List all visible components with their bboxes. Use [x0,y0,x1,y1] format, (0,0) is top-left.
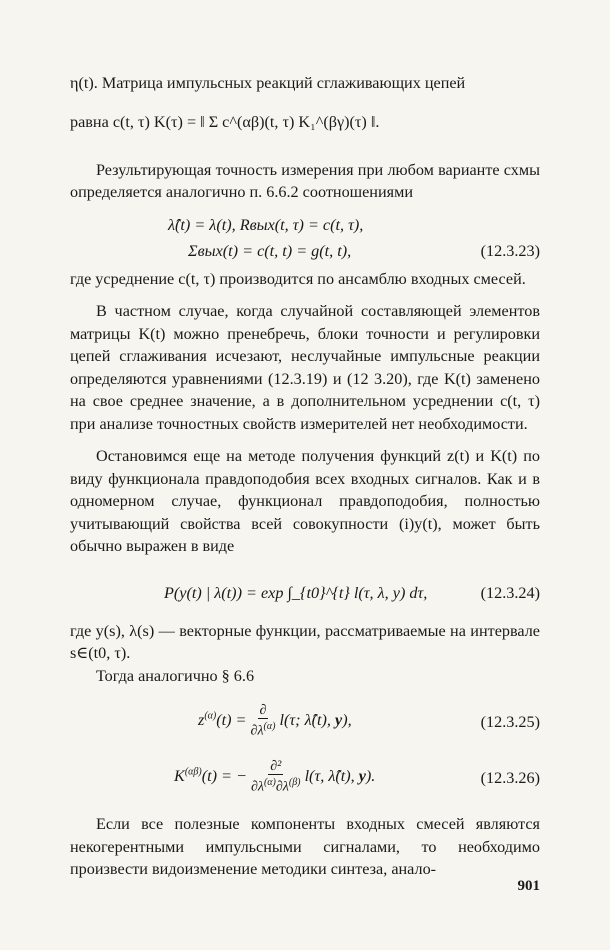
equation-number-12-3-25: (12.3.25) [480,713,540,731]
equation-12-3-24-body: P(y(t) | λ(t)) = exp ∫_{t0}^{t} l(τ, λ, y) dτ, [164,583,428,602]
paragraph-2: Результирующая точность измерения при любом варианте схмы определяется аналогично п. 6.6.2 соотношениями [70,160,540,201]
equation-12-3-25 [70,697,540,743]
equation-12-3-23-line-1 [70,214,540,240]
equation-12-3-26-body: $K^{(\alpha\beta)}(t)$ = − ∂² $\partial\lambda^{(\alpha)}\partial\lambda^{(\beta)}$ l(τ, λ̂(t), y). [174,759,376,795]
equation-12-3-23-part-2: Σвых(t) = c(t, t) = g(t, t), [188,241,352,260]
equation-12-3-26 [70,753,540,799]
formula-text: равна c(t, τ) K(τ) = ‖ Σ c^(αβ)(t, τ) K₁^(βγ)(τ) ‖. [70,112,380,131]
page-number: 901 [517,878,540,894]
equation-12-3-25-body: $z^{(\alpha)}(t)$ = ∂ $\partial\lambda^{(\alpha)}$ l(τ; λ̂(t), y), [198,703,352,739]
equation-12-3-23-part-1: λ̂(t) = λ(t), Rвых(t, τ) = c(t, τ), [168,215,364,234]
paragraph-1-line-1: η(t). Матрица импульсных реакций сглаживающих цепей [70,74,466,92]
paragraph-4: В частном случае, когда случайной составляющей элементов матрицы K(t) можно пренебречь, блоки точности и регулировки цепей сглаживания исчезают, неслучайные импульсные реакции определяются уравнениями (12.3.19) и (12 3.20), где K(t) заменено на свое среднее значение, а в дополнительном усреднении c(t, τ) при анализе точностных свойств измерителей нет необходимости. [70,302,540,433]
inline-formula-matrix [70,105,540,145]
equation-number-12-3-24: (12.3.24) [480,583,540,602]
equation-number-12-3-23: (12.3.23) [480,241,540,260]
paragraph-6: где y(s), λ(s) — векторные функции, рассматриваемые на интервале s∈(t0, τ). [70,621,540,662]
paragraph-3: где усреднение c(t, τ) производится по ансамблю входных смесей. [70,269,526,288]
paragraph-5: Остановимся еще на методе получения функций z(t) и K(t) по виду функционала правдоподобия всех входных сигналов. Как и в одномерном случае, функционал правдоподобия, полностью учитывающий свойства всей совокупности (i)y(t), может быть обычно выражен в виде [70,447,540,555]
equation-12-3-23-line-2 [70,240,540,268]
page-body [70,72,540,881]
paragraph-8: Если все полезные компоненты входных смесей являются некогерентными импульсными сигналами, то необходимо произвести видоизменение методики синтеза, анало- [70,815,540,878]
paragraph-7: Тогда аналогично § 6.6 [96,666,255,685]
equation-number-12-3-26: (12.3.26) [480,769,540,787]
equation-12-3-24 [70,568,540,620]
